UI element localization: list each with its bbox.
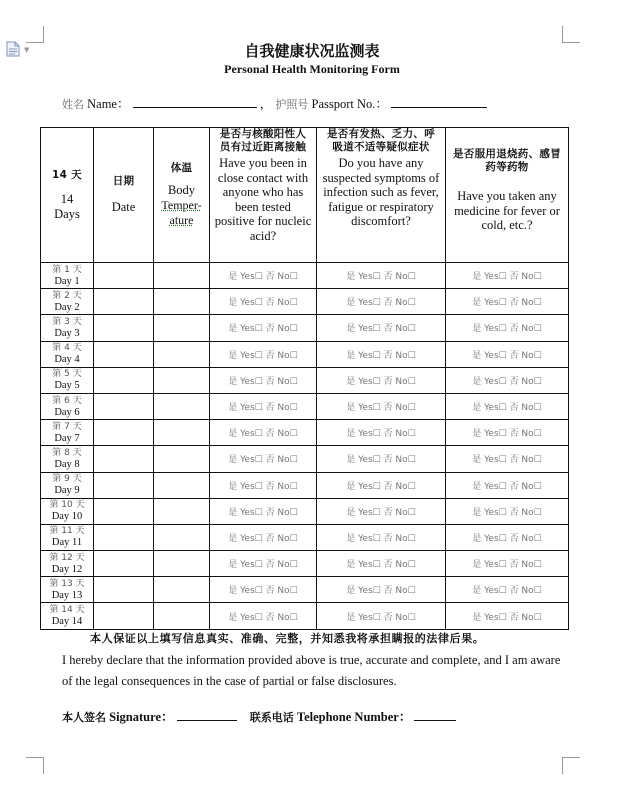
temperature-cell[interactable] — [154, 315, 210, 341]
day-label — [41, 263, 94, 289]
header-symptom-cn: 是否有发热、乏力、呼吸道不适等疑似症状 — [327, 128, 435, 153]
medicine-choice[interactable]: 是 Yes☐ 否 No☐ — [446, 420, 569, 446]
day-label — [41, 446, 94, 472]
signature-line — [62, 707, 456, 725]
temperature-cell[interactable] — [154, 446, 210, 472]
page-title-cn: 自我健康状况监测表 — [244, 42, 380, 60]
temperature-cell[interactable] — [154, 393, 210, 419]
passport-field[interactable] — [391, 96, 487, 108]
temperature-cell[interactable] — [154, 289, 210, 315]
chevron-down-icon[interactable]: ▼ — [24, 46, 30, 54]
day-label — [41, 393, 94, 419]
contact-choice[interactable]: 是 Yes☐ 否 No☐ — [210, 420, 317, 446]
medicine-choice[interactable]: 是 Yes☐ 否 No☐ — [446, 498, 569, 524]
header-date-en: Date — [111, 200, 136, 215]
day-label — [41, 524, 94, 550]
day-label-cn: 第 3 天 — [52, 316, 82, 327]
day-label-cn: 第 13 天 — [49, 578, 85, 589]
day-label-en: Day 7 — [54, 432, 80, 444]
crop-mark — [43, 757, 44, 774]
temperature-cell[interactable] — [154, 577, 210, 603]
day-label — [41, 341, 94, 367]
header-date-cn: 日期 — [112, 175, 135, 188]
symptom-choice[interactable]: 是 Yes☐ 否 No☐ — [317, 498, 446, 524]
date-cell[interactable] — [94, 263, 154, 289]
table-row — [41, 577, 569, 603]
contact-choice[interactable]: 是 Yes☐ 否 No☐ — [210, 603, 317, 629]
name-field[interactable] — [133, 96, 257, 108]
medicine-choice[interactable]: 是 Yes☐ 否 No☐ — [446, 472, 569, 498]
temperature-cell[interactable] — [154, 420, 210, 446]
contact-choice[interactable]: 是 Yes☐ 否 No☐ — [210, 524, 317, 550]
header-days — [41, 128, 94, 263]
contact-choice[interactable]: 是 Yes☐ 否 No☐ — [210, 341, 317, 367]
contact-choice[interactable]: 是 Yes☐ 否 No☐ — [210, 367, 317, 393]
date-cell[interactable] — [94, 524, 154, 550]
date-cell[interactable] — [94, 603, 154, 629]
header-contact — [210, 128, 317, 263]
day-label-cn: 第 14 天 — [49, 605, 85, 616]
contact-choice[interactable]: 是 Yes☐ 否 No☐ — [210, 263, 317, 289]
name-label-cn: 姓名 — [62, 98, 84, 111]
medicine-choice[interactable]: 是 Yes☐ 否 No☐ — [446, 577, 569, 603]
day-label-cn: 第 9 天 — [52, 474, 82, 485]
symptom-choice[interactable]: 是 Yes☐ 否 No☐ — [317, 289, 446, 315]
symptom-choice[interactable]: 是 Yes☐ 否 No☐ — [317, 420, 446, 446]
phone-label-cn: 联系电话 — [249, 711, 294, 724]
day-label-en: Day 14 — [51, 616, 83, 628]
symptom-choice[interactable]: 是 Yes☐ 否 No☐ — [317, 472, 446, 498]
contact-choice[interactable]: 是 Yes☐ 否 No☐ — [210, 393, 317, 419]
date-cell[interactable] — [94, 341, 154, 367]
table-row — [41, 367, 569, 393]
date-cell[interactable] — [94, 551, 154, 577]
day-label — [41, 367, 94, 393]
table-row — [41, 341, 569, 367]
day-label-en: Day 2 — [54, 301, 80, 313]
day-label-en: Day 9 — [54, 485, 80, 497]
day-label — [41, 603, 94, 629]
day-label-en: Day 8 — [54, 458, 80, 470]
contact-choice[interactable]: 是 Yes☐ 否 No☐ — [210, 472, 317, 498]
header-contact-cn: 是否与核酸阳性人员有过近距离接触 — [219, 128, 307, 153]
header-temp-cn: 体温 — [170, 162, 193, 175]
monitoring-table — [40, 127, 569, 630]
date-cell[interactable] — [94, 393, 154, 419]
table-row — [41, 263, 569, 289]
signature-label-cn: 本人签名 — [62, 711, 106, 724]
page-title-en: Personal Health Monitoring Form — [224, 62, 400, 76]
crop-mark — [562, 757, 563, 774]
symptom-choice[interactable]: 是 Yes☐ 否 No☐ — [317, 551, 446, 577]
day-label-cn: 第 1 天 — [52, 264, 82, 275]
separator: ， — [259, 97, 273, 111]
medicine-choice[interactable]: 是 Yes☐ 否 No☐ — [446, 289, 569, 315]
day-label — [41, 577, 94, 603]
crop-mark — [26, 757, 43, 758]
table-row — [41, 498, 569, 524]
medicine-choice[interactable]: 是 Yes☐ 否 No☐ — [446, 341, 569, 367]
header-temp-en-1: Body — [167, 183, 196, 198]
contact-choice[interactable]: 是 Yes☐ 否 No☐ — [210, 551, 317, 577]
day-label-en: Day 10 — [51, 511, 83, 523]
day-label — [41, 551, 94, 577]
day-rows — [41, 263, 569, 630]
temperature-cell[interactable] — [154, 341, 210, 367]
phone-field[interactable] — [414, 709, 456, 721]
symptom-choice[interactable]: 是 Yes☐ 否 No☐ — [317, 446, 446, 472]
date-cell[interactable] — [94, 289, 154, 315]
header-medicine-cn: 是否服用退烧药、感冒药等药物 — [453, 148, 561, 173]
day-label — [41, 472, 94, 498]
day-label — [41, 420, 94, 446]
day-label — [41, 315, 94, 341]
declaration-cn: 本人保证以上填写信息真实、准确、完整，并知悉我将承担瞒报的法律后果。 — [90, 632, 485, 645]
symptom-choice[interactable]: 是 Yes☐ 否 No☐ — [317, 577, 446, 603]
header-temp-en-2: Temper- — [161, 197, 202, 212]
day-label-en: Day 13 — [51, 589, 83, 601]
temperature-cell[interactable] — [154, 472, 210, 498]
header-days-en: 14 Days — [54, 192, 80, 221]
name-label-en: Name： — [87, 97, 130, 111]
day-label-en: Day 5 — [54, 380, 80, 392]
date-cell[interactable] — [94, 498, 154, 524]
date-cell[interactable] — [94, 446, 154, 472]
day-label-cn: 第 10 天 — [49, 500, 85, 511]
header-medicine — [446, 128, 569, 263]
day-label-cn: 第 8 天 — [52, 447, 82, 458]
date-cell[interactable] — [94, 577, 154, 603]
date-cell[interactable] — [94, 315, 154, 341]
day-label — [41, 289, 94, 315]
table-row — [41, 603, 569, 629]
day-label-en: Day 4 — [54, 354, 80, 366]
temperature-cell[interactable] — [154, 498, 210, 524]
table-row — [41, 551, 569, 577]
day-label-cn: 第 12 天 — [49, 552, 85, 563]
day-label-cn: 第 5 天 — [52, 369, 82, 380]
medicine-choice[interactable]: 是 Yes☐ 否 No☐ — [446, 551, 569, 577]
table-row — [41, 446, 569, 472]
temperature-cell[interactable] — [154, 367, 210, 393]
symptom-choice[interactable]: 是 Yes☐ 否 No☐ — [317, 341, 446, 367]
contact-choice[interactable]: 是 Yes☐ 否 No☐ — [210, 446, 317, 472]
table-row — [41, 315, 569, 341]
symptom-choice[interactable]: 是 Yes☐ 否 No☐ — [317, 603, 446, 629]
temperature-cell[interactable] — [154, 551, 210, 577]
header-symptoms — [317, 128, 446, 263]
day-label-cn: 第 6 天 — [52, 395, 82, 406]
medicine-choice[interactable]: 是 Yes☐ 否 No☐ — [446, 603, 569, 629]
day-label — [41, 498, 94, 524]
declaration-en: I hereby declare that the information provided above is true, accurate and complete, and I am aware of the legal consequences in the case of partial or false disclosures. — [62, 653, 561, 688]
passport-label-cn: 护照号 — [275, 98, 309, 111]
table-header-row — [41, 128, 569, 263]
day-label-en: Day 11 — [51, 537, 83, 549]
header-contact-en: Have you been in close contact with anyone who has been tested positive for nucleic acid? — [214, 156, 312, 243]
table-row — [41, 289, 569, 315]
date-cell[interactable] — [94, 420, 154, 446]
header-date — [94, 128, 154, 263]
passport-label-en: Passport No.： — [311, 97, 388, 111]
header-temperature — [154, 128, 210, 263]
header-symptom-en: Do you have any suspected symptoms of infection such as fever, fatigue or respiratory discomfort? — [322, 156, 440, 228]
day-label-en: Day 6 — [54, 406, 80, 418]
symptom-choice[interactable]: 是 Yes☐ 否 No☐ — [317, 367, 446, 393]
day-label-cn: 第 4 天 — [52, 343, 82, 354]
header-temp-en-3: ature — [169, 212, 194, 227]
phone-label-en: Telephone Number： — [296, 710, 412, 724]
medicine-choice[interactable]: 是 Yes☐ 否 No☐ — [446, 263, 569, 289]
signature-field[interactable] — [177, 709, 237, 721]
identity-line — [62, 94, 487, 112]
header-medicine-en: Have you taken any medicine for fever or cold, etc.? — [454, 189, 560, 232]
table-row — [41, 393, 569, 419]
signature-label-en: Signature： — [109, 710, 174, 724]
medicine-choice[interactable]: 是 Yes☐ 否 No☐ — [446, 367, 569, 393]
day-label-en: Day 12 — [51, 563, 83, 575]
table-row — [41, 420, 569, 446]
day-label-cn: 第 7 天 — [52, 421, 82, 432]
table-row — [41, 524, 569, 550]
temperature-cell[interactable] — [154, 263, 210, 289]
contact-choice[interactable]: 是 Yes☐ 否 No☐ — [210, 289, 317, 315]
crop-mark — [563, 757, 580, 758]
contact-choice[interactable]: 是 Yes☐ 否 No☐ — [210, 315, 317, 341]
temperature-cell[interactable] — [154, 524, 210, 550]
symptom-choice[interactable]: 是 Yes☐ 否 No☐ — [317, 524, 446, 550]
day-label-cn: 第 2 天 — [52, 290, 82, 301]
header-days-cn: 14 天 — [52, 169, 82, 181]
medicine-choice[interactable]: 是 Yes☐ 否 No☐ — [446, 393, 569, 419]
contact-choice[interactable]: 是 Yes☐ 否 No☐ — [210, 577, 317, 603]
contact-choice[interactable]: 是 Yes☐ 否 No☐ — [210, 498, 317, 524]
day-label-en: Day 3 — [54, 327, 80, 339]
table-row — [41, 472, 569, 498]
date-cell[interactable] — [94, 472, 154, 498]
temperature-cell[interactable] — [154, 603, 210, 629]
day-label-cn: 第 11 天 — [49, 526, 85, 537]
symptom-choice[interactable]: 是 Yes☐ 否 No☐ — [317, 315, 446, 341]
symptom-choice[interactable]: 是 Yes☐ 否 No☐ — [317, 393, 446, 419]
date-cell[interactable] — [94, 367, 154, 393]
medicine-choice[interactable]: 是 Yes☐ 否 No☐ — [446, 315, 569, 341]
medicine-choice[interactable]: 是 Yes☐ 否 No☐ — [446, 446, 569, 472]
symptom-choice[interactable]: 是 Yes☐ 否 No☐ — [317, 263, 446, 289]
day-label-en: Day 1 — [54, 275, 80, 287]
medicine-choice[interactable]: 是 Yes☐ 否 No☐ — [446, 524, 569, 550]
